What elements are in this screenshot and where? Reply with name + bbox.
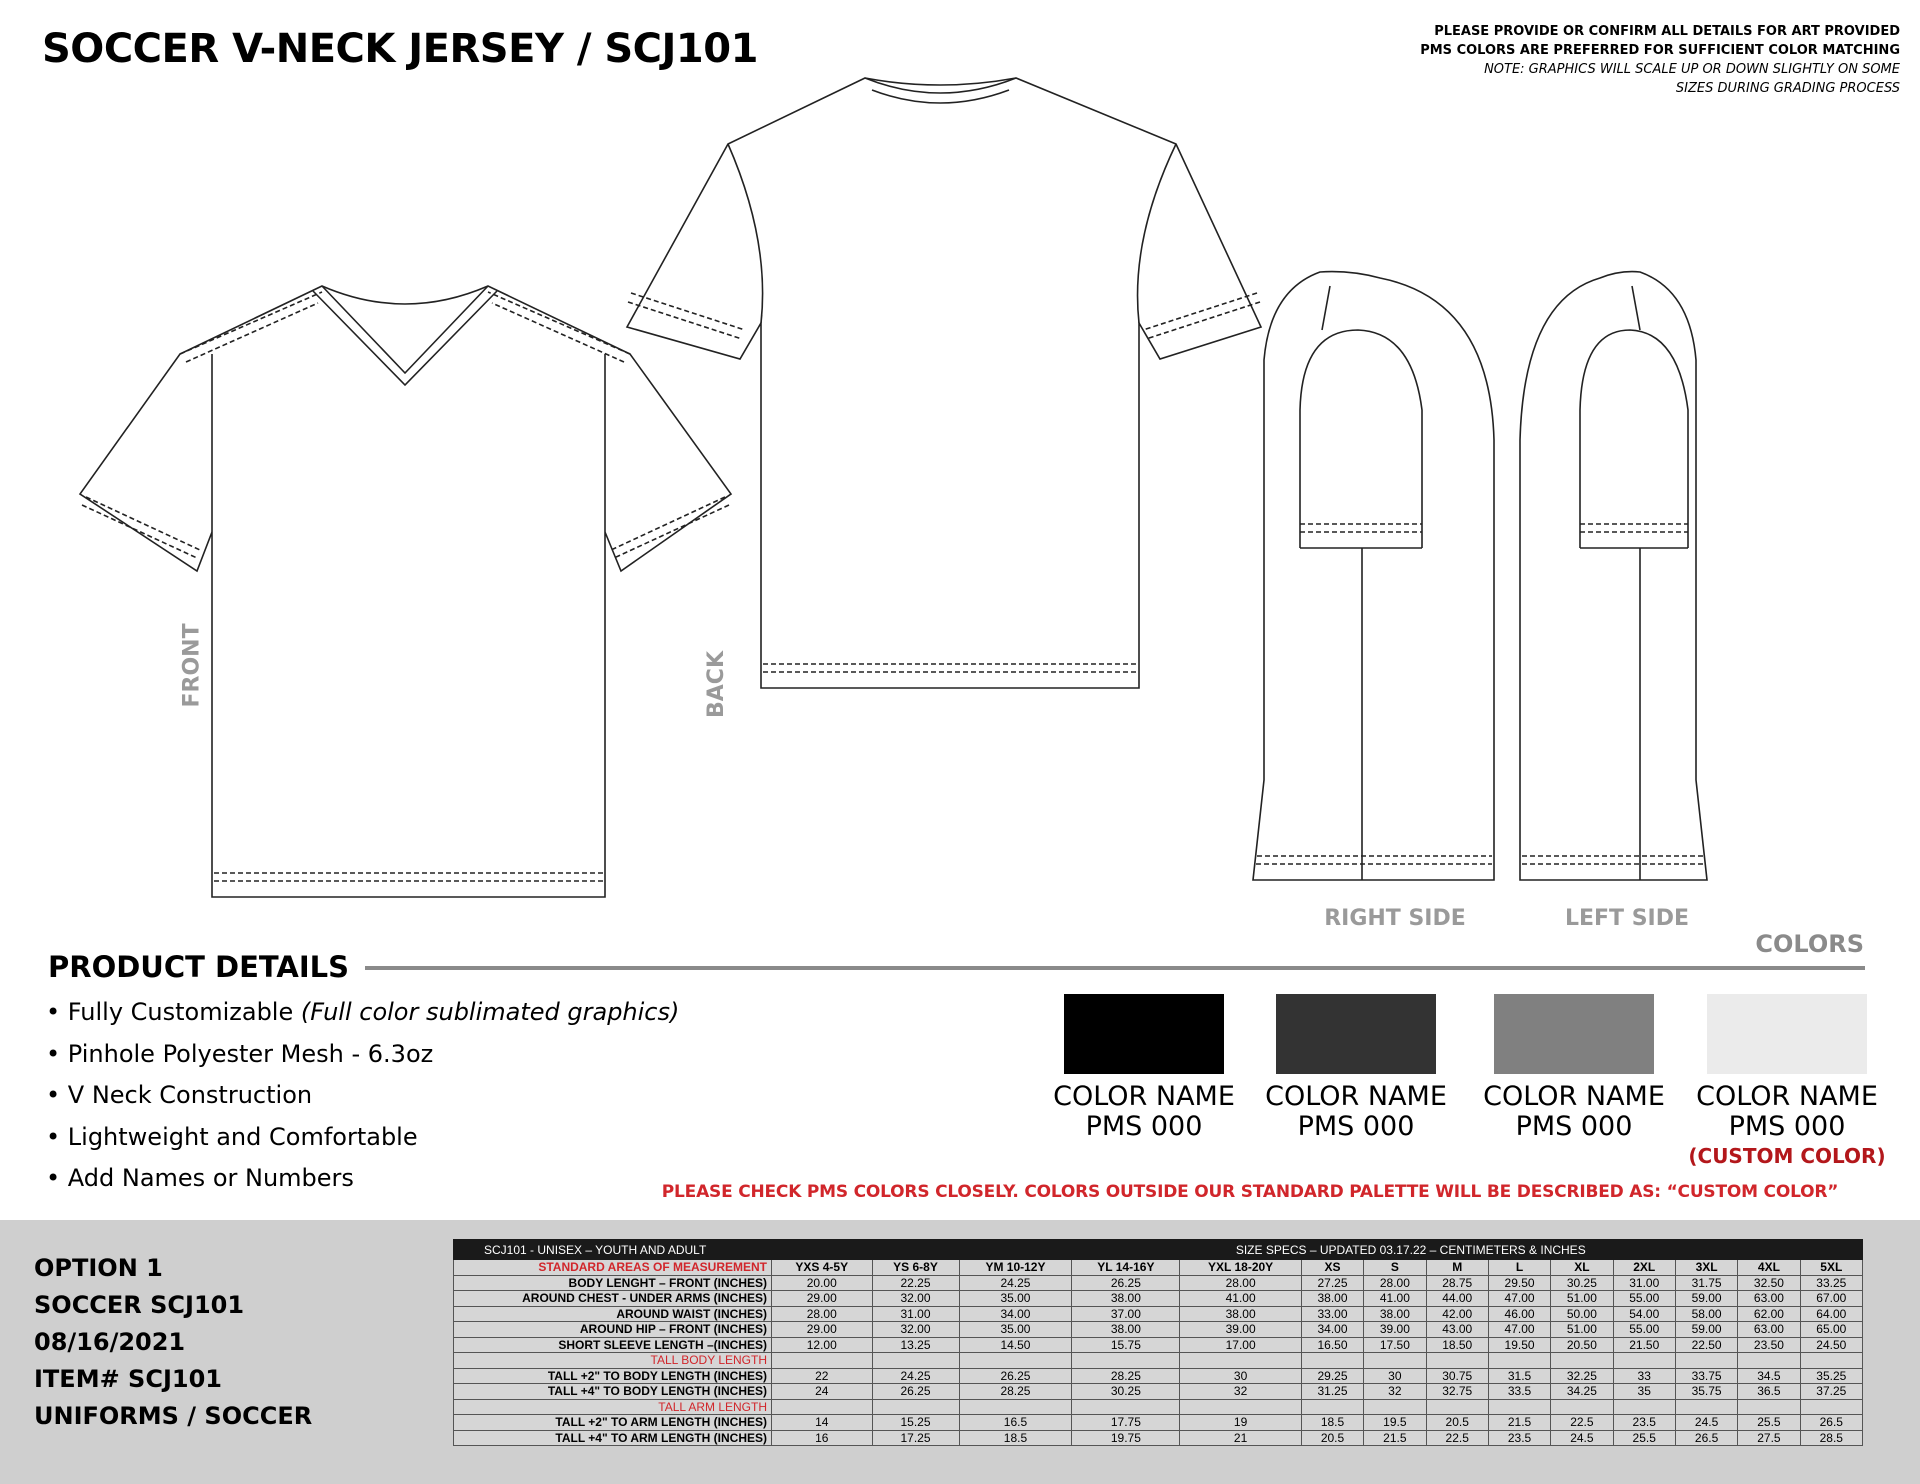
table-cell: 41.00 (1364, 1291, 1426, 1307)
table-cell: 16.50 (1301, 1337, 1363, 1353)
table-cell: 17.75 (1072, 1415, 1180, 1431)
table-cell: 22 (772, 1368, 873, 1384)
table-size-cell: XL (1551, 1260, 1613, 1276)
table-cell: 24.50 (1800, 1337, 1862, 1353)
table-cell: 35.75 (1675, 1384, 1737, 1400)
table-cell: 24.5 (1551, 1430, 1613, 1446)
table-cell: 28.5 (1800, 1430, 1862, 1446)
table-cell: 59.00 (1675, 1291, 1737, 1307)
table-cell: 55.00 (1613, 1291, 1675, 1307)
table-cell (1738, 1399, 1800, 1415)
table-cell: 33.75 (1675, 1368, 1737, 1384)
table-cell (1738, 1353, 1800, 1369)
table-cell: 20.5 (1301, 1430, 1363, 1446)
table-cell: 62.00 (1738, 1306, 1800, 1322)
table-cell: 28.00 (1180, 1275, 1301, 1291)
table-row-label: TALL +4" TO ARM LENGTH (INCHES) (454, 1430, 772, 1446)
table-cell: 64.00 (1800, 1306, 1862, 1322)
table-cell: 19.5 (1364, 1415, 1426, 1431)
table-row (454, 1322, 1863, 1338)
table-cell: 20.5 (1426, 1415, 1488, 1431)
view-label-front: FRONT (179, 623, 205, 708)
table-cell: 30.25 (1072, 1384, 1180, 1400)
table-cell: 54.00 (1613, 1306, 1675, 1322)
table-cell: 13.25 (872, 1337, 959, 1353)
table-cell (1551, 1353, 1613, 1369)
table-cell: 33.5 (1488, 1384, 1550, 1400)
feature-item: • V Neck Construction (46, 1081, 313, 1109)
product-details-title: PRODUCT DETAILS (48, 950, 350, 984)
feature-item: • Add Names or Numbers (46, 1164, 354, 1192)
table-size-cell: YL 14-16Y (1072, 1260, 1180, 1276)
table-row-label: AROUND HIP – FRONT (INCHES) (454, 1322, 772, 1338)
table-cell: 22.50 (1675, 1337, 1737, 1353)
table-cell: 34.25 (1551, 1384, 1613, 1400)
table-cell: 12.00 (772, 1337, 873, 1353)
table-cell: 27.25 (1301, 1275, 1363, 1291)
table-cell (772, 1353, 873, 1369)
table-cell: 67.00 (1800, 1291, 1862, 1307)
table-cell: 31.00 (1613, 1275, 1675, 1291)
table-cell: 63.00 (1738, 1322, 1800, 1338)
table-cell: 23.5 (1613, 1415, 1675, 1431)
table-cell: 35.00 (959, 1291, 1072, 1307)
table-size-cell: XS (1301, 1260, 1363, 1276)
table-cell: 59.00 (1675, 1322, 1737, 1338)
table-cell: 30.25 (1551, 1275, 1613, 1291)
table-cell: 18.5 (959, 1430, 1072, 1446)
table-cell: 21.5 (1364, 1430, 1426, 1446)
divider (365, 966, 1865, 970)
table-cell (1301, 1399, 1363, 1415)
table-cell: 30 (1180, 1368, 1301, 1384)
jersey-back-drawing (627, 78, 1261, 688)
table-cell: 58.00 (1675, 1306, 1737, 1322)
table-cell: 33.25 (1800, 1275, 1862, 1291)
table-row (454, 1291, 1863, 1307)
table-cell: 27.5 (1738, 1430, 1800, 1446)
table-cell (1364, 1399, 1426, 1415)
swatch-label-2: COLOR NAME PMS 000 (1265, 1081, 1447, 1142)
table-row-label: AROUND WAIST (INCHES) (454, 1306, 772, 1322)
feature-list (46, 998, 679, 1206)
note-line: PLEASE PROVIDE OR CONFIRM ALL DETAILS FOR ART PROVIDED (1434, 24, 1900, 39)
table-row-label: STANDARD AREAS OF MEASUREMENT (454, 1260, 772, 1276)
table-cell (1072, 1353, 1180, 1369)
table-row-label: AROUND CHEST - UNDER ARMS (INCHES) (454, 1291, 772, 1307)
table-cell: 29.00 (772, 1291, 873, 1307)
table-cell (959, 1399, 1072, 1415)
table-cell (1180, 1399, 1301, 1415)
table-row (454, 1306, 1863, 1322)
table-cell (1364, 1353, 1426, 1369)
table-cell: 63.00 (1738, 1291, 1800, 1307)
table-cell: 51.00 (1551, 1291, 1613, 1307)
table-size-cell: YS 6-8Y (872, 1260, 959, 1276)
table-row-label: BODY LENGHT – FRONT (INCHES) (454, 1275, 772, 1291)
table-cell (1800, 1399, 1862, 1415)
option-line: OPTION 1 (34, 1254, 163, 1282)
option-block (34, 1250, 312, 1435)
table-cell: 16.5 (959, 1415, 1072, 1431)
table-cell (1426, 1353, 1488, 1369)
table-cell: 15.25 (872, 1415, 959, 1431)
note-line: NOTE: GRAPHICS WILL SCALE UP OR DOWN SLIGHTLY ON SOME (1484, 62, 1900, 77)
jersey-front-drawing (80, 286, 731, 897)
page-title: SOCCER V-NECK JERSEY / SCJ101 (42, 26, 758, 72)
table-cell (772, 1399, 873, 1415)
table-cell: 38.00 (1301, 1291, 1363, 1307)
note-line: PMS COLORS ARE PREFERRED FOR SUFFICIENT COLOR MATCHING (1420, 43, 1900, 58)
table-cell: 17.00 (1180, 1337, 1301, 1353)
table-row (454, 1337, 1863, 1353)
table-cell (1488, 1353, 1550, 1369)
table-size-cell: S (1364, 1260, 1426, 1276)
table-cell: 32.75 (1426, 1384, 1488, 1400)
table-cell: 23.5 (1488, 1430, 1550, 1446)
colors-title: COLORS (1755, 930, 1864, 958)
table-cell (1613, 1399, 1675, 1415)
table-cell: 26.25 (872, 1384, 959, 1400)
option-line: SOCCER SCJ101 (34, 1291, 245, 1319)
table-cell: 46.00 (1488, 1306, 1550, 1322)
table-cell: 32.50 (1738, 1275, 1800, 1291)
color-swatch-3[interactable] (1494, 994, 1654, 1074)
table-cell: 20.00 (772, 1275, 873, 1291)
table-cell: 55.00 (1613, 1322, 1675, 1338)
table-cell: 16 (772, 1430, 873, 1446)
table-cell (1613, 1353, 1675, 1369)
table-cell: 34.00 (959, 1306, 1072, 1322)
feature-item: • Pinhole Polyester Mesh - 6.3oz (46, 1039, 434, 1068)
color-swatch-4[interactable] (1707, 994, 1867, 1074)
table-cell: 24 (772, 1384, 873, 1400)
table-cell (1072, 1399, 1180, 1415)
table-cell (1180, 1353, 1301, 1369)
view-label-back: BACK (704, 651, 729, 718)
table-cell: 21.5 (1488, 1415, 1550, 1431)
jersey-right-side-drawing (1253, 272, 1494, 880)
table-cell: 29.00 (772, 1322, 873, 1338)
table-cell: 34.00 (1301, 1322, 1363, 1338)
table-cell: 50.00 (1551, 1306, 1613, 1322)
table-cell: 30 (1364, 1368, 1426, 1384)
table-cell: 21 (1180, 1430, 1301, 1446)
view-label-right-side: RIGHT SIDE (1324, 906, 1466, 931)
option-line: UNIFORMS / SOCCER (34, 1402, 313, 1430)
table-cell: 39.00 (1180, 1322, 1301, 1338)
table-cell: 32.25 (1551, 1368, 1613, 1384)
note-line: SIZES DURING GRADING PROCESS (1675, 81, 1900, 96)
table-cell: 28.75 (1426, 1275, 1488, 1291)
table-cell: 30.75 (1426, 1368, 1488, 1384)
table-cell: 38.00 (1364, 1306, 1426, 1322)
table-cell: 33.00 (1301, 1306, 1363, 1322)
option-line: 08/16/2021 (34, 1328, 186, 1356)
table-cell: 24.25 (872, 1368, 959, 1384)
table-cell: 31.5 (1488, 1368, 1550, 1384)
table-header-left: SCJ101 - UNISEX – YOUTH AND ADULT (454, 1240, 960, 1260)
table-cell: 26.5 (1675, 1430, 1737, 1446)
size-spec-table (453, 1239, 1863, 1446)
table-cell: 20.50 (1551, 1337, 1613, 1353)
table-size-cell: YXS 4-5Y (772, 1260, 873, 1276)
custom-color-note: (CUSTOM COLOR) (1688, 1144, 1886, 1168)
table-cell (1675, 1353, 1737, 1369)
table-cell: 32 (1180, 1384, 1301, 1400)
color-swatch-1[interactable] (1064, 994, 1224, 1074)
table-cell: 42.00 (1426, 1306, 1488, 1322)
table-cell: 37.00 (1072, 1306, 1180, 1322)
table-header-row (454, 1240, 1863, 1260)
table-cell: 32 (1364, 1384, 1426, 1400)
option-line: ITEM# SCJ101 (34, 1365, 222, 1393)
table-cell (1488, 1399, 1550, 1415)
table-size-cell: 3XL (1675, 1260, 1737, 1276)
table-cell: 24.5 (1675, 1415, 1737, 1431)
table-cell: 32.00 (872, 1322, 959, 1338)
table-cell: 35.00 (959, 1322, 1072, 1338)
table-cell: 39.00 (1364, 1322, 1426, 1338)
table-size-cell: YM 10-12Y (959, 1260, 1072, 1276)
table-row (454, 1275, 1863, 1291)
table-cell: 38.00 (1180, 1306, 1301, 1322)
table-cell: 19 (1180, 1415, 1301, 1431)
table-cell: 24.25 (959, 1275, 1072, 1291)
table-cell: 14.50 (959, 1337, 1072, 1353)
table-sizes-row (454, 1260, 1863, 1276)
table-cell: 19.50 (1488, 1337, 1550, 1353)
table-cell (872, 1353, 959, 1369)
table-cell: 21.50 (1613, 1337, 1675, 1353)
table-size-cell: YXL 18-20Y (1180, 1260, 1301, 1276)
table-row-label: TALL +2" TO BODY LENGTH (INCHES) (454, 1368, 772, 1384)
table-cell: 31.75 (1675, 1275, 1737, 1291)
table-cell: 28.00 (772, 1306, 873, 1322)
table-cell: 29.50 (1488, 1275, 1550, 1291)
table-cell: 33 (1613, 1368, 1675, 1384)
table-row-label: TALL +2" TO ARM LENGTH (INCHES) (454, 1415, 772, 1431)
table-cell: 32.00 (872, 1291, 959, 1307)
table-cell: 19.75 (1072, 1430, 1180, 1446)
table-size-cell: M (1426, 1260, 1488, 1276)
table-cell: 22.25 (872, 1275, 959, 1291)
table-section-label: TALL ARM LENGTH (454, 1399, 772, 1415)
table-cell: 35.25 (1800, 1368, 1862, 1384)
table-row (454, 1430, 1863, 1446)
table-size-cell: 5XL (1800, 1260, 1862, 1276)
table-row-label: TALL +4" TO BODY LENGTH (INCHES) (454, 1384, 772, 1400)
table-cell: 26.5 (1800, 1415, 1862, 1431)
table-cell (1551, 1399, 1613, 1415)
table-cell: 28.25 (959, 1384, 1072, 1400)
feature-item: • Lightweight and Comfortable (46, 1122, 418, 1151)
table-cell: 34.5 (1738, 1368, 1800, 1384)
table-cell (959, 1353, 1072, 1369)
table-cell: 17.50 (1364, 1337, 1426, 1353)
table-size-cell: 2XL (1613, 1260, 1675, 1276)
table-cell: 47.00 (1488, 1322, 1550, 1338)
table-cell: 29.25 (1301, 1368, 1363, 1384)
table-row (454, 1384, 1863, 1400)
swatch-label-1: COLOR NAME PMS 000 (1053, 1081, 1235, 1142)
table-cell (1301, 1353, 1363, 1369)
view-label-left-side: LEFT SIDE (1564, 906, 1690, 931)
pms-warning: PLEASE CHECK PMS COLORS CLOSELY. COLORS OUTSIDE OUR STANDARD PALETTE WILL BE DESCRIBED AS: “CUSTOM COLOR” (661, 1182, 1839, 1202)
table-cell: 22.5 (1551, 1415, 1613, 1431)
table-cell: 15.75 (1072, 1337, 1180, 1353)
table-cell: 14 (772, 1415, 873, 1431)
jersey-left-side-drawing (1520, 272, 1707, 880)
table-cell: 28.25 (1072, 1368, 1180, 1384)
table-cell: 31.00 (872, 1306, 959, 1322)
feature-item: • Fully Customizable (Full color sublimated graphics) (46, 998, 680, 1026)
table-cell: 47.00 (1488, 1291, 1550, 1307)
table-cell: 18.5 (1301, 1415, 1363, 1431)
table-cell: 22.5 (1426, 1430, 1488, 1446)
table-cell (1675, 1399, 1737, 1415)
table-section-label: TALL BODY LENGTH (454, 1353, 772, 1369)
table-cell: 37.25 (1800, 1384, 1862, 1400)
table-cell: 65.00 (1800, 1322, 1862, 1338)
table-cell: 18.50 (1426, 1337, 1488, 1353)
table-cell: 43.00 (1426, 1322, 1488, 1338)
table-cell: 31.25 (1301, 1384, 1363, 1400)
table-cell (1426, 1399, 1488, 1415)
table-header-right: SIZE SPECS – UPDATED 03.17.22 – CENTIMETERS & INCHES (959, 1240, 1862, 1260)
table-row-label: SHORT SLEEVE LENGTH –(INCHES) (454, 1337, 772, 1353)
table-size-cell: L (1488, 1260, 1550, 1276)
table-row (454, 1353, 1863, 1369)
table-cell: 17.25 (872, 1430, 959, 1446)
table-cell: 26.25 (1072, 1275, 1180, 1291)
table-cell: 35 (1613, 1384, 1675, 1400)
table-cell: 28.00 (1364, 1275, 1426, 1291)
table-cell (872, 1399, 959, 1415)
table-size-cell: 4XL (1738, 1260, 1800, 1276)
table-cell: 38.00 (1072, 1291, 1180, 1307)
table-cell: 23.50 (1738, 1337, 1800, 1353)
table-cell: 51.00 (1551, 1322, 1613, 1338)
table-cell: 44.00 (1426, 1291, 1488, 1307)
table-row (454, 1368, 1863, 1384)
table-cell: 41.00 (1180, 1291, 1301, 1307)
table-cell: 36.5 (1738, 1384, 1800, 1400)
table-cell (1800, 1353, 1862, 1369)
table-cell: 38.00 (1072, 1322, 1180, 1338)
table-cell: 25.5 (1613, 1430, 1675, 1446)
table-cell: 26.25 (959, 1368, 1072, 1384)
table-row (454, 1415, 1863, 1431)
swatch-label-4: COLOR NAME PMS 000 (CUSTOM COLOR) (1682, 1082, 1892, 1170)
swatch-label-3: COLOR NAME PMS 000 (1483, 1081, 1665, 1142)
color-swatch-2[interactable] (1276, 994, 1436, 1074)
table-row (454, 1399, 1863, 1415)
table-cell: 25.5 (1738, 1415, 1800, 1431)
